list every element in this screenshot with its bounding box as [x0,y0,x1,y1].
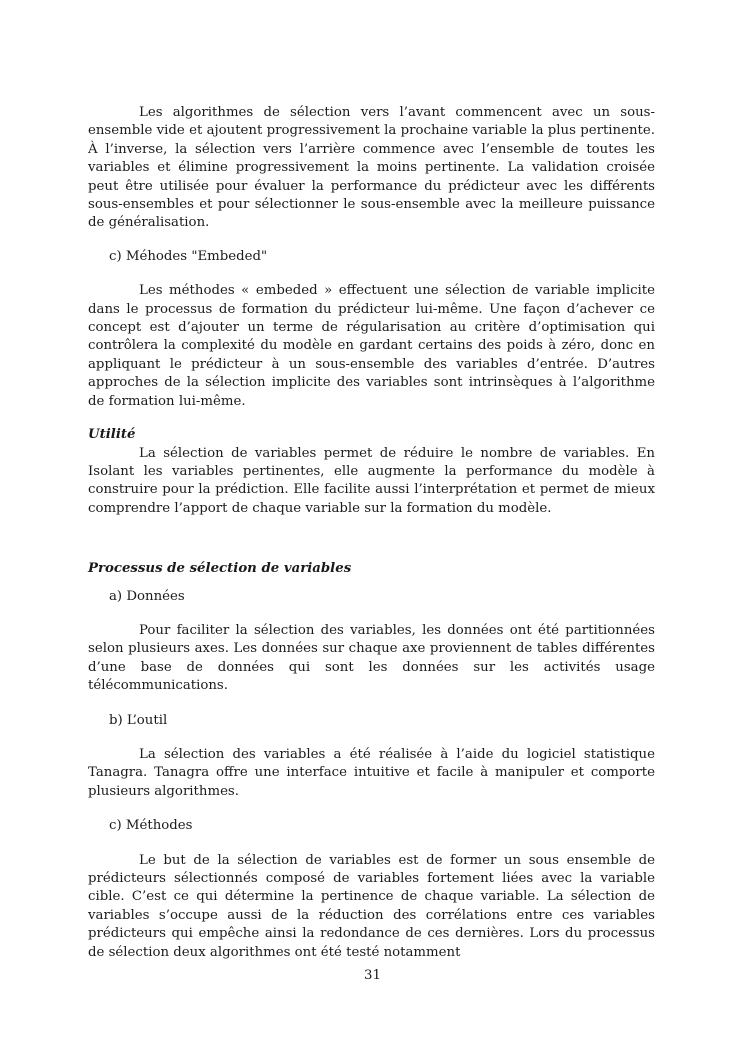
page-number: 31 [364,968,381,983]
subheading-donnees: a) Données [109,588,185,604]
heading-utilite: Utilité [88,427,136,443]
subheading-outil: b) L’outil [109,712,168,728]
paragraph-forward-backward-selection: Les algorithmes de sélection vers l’avant commencent avec un sous-ensemble vide et ajoutent progressivement la prochaine variable la plus pertinente. À l’inverse, la sélection vers l’arrière commence avec l’ensemble de toutes les variables et élimine progressivement la moins pertinente. La validation croisée peut être utilisée pour évaluer la performance du prédicteur avec les différents sous-ensembles et pour sélectionner le sous-ensemble avec la meilleure puissance de généralisation. [88,105,655,231]
subheading-embeded-methods: c) Méhodes "Embeded" [109,248,268,264]
paragraph-methodes: Le but de la sélection de variables est de former un sous ensemble de prédicteurs sélectionnés composé de variables fortement liées avec la variable cible. C’est ce qui détermine la pertinence de chaque variable. La sélection de variables s’occupe aussi de la réduction des corrélations entre ces variables prédicteurs qui empêche ainsi la redondance de ces dernières. Lors du processus de sélection deux algorithmes ont été testé notamment [88,852,655,960]
paragraph-donnees: Pour faciliter la sélection des variables, les données ont été partitionnées selon plusieurs axes. Les données sur chaque axe proviennent de tables différentes d’une base de données qui sont les données sur les activités usage télécommunications. [88,622,655,694]
paragraph-embeded-methods: Les méthodes « embeded » effectuent une sélection de variable implicite dans le processus de formation du prédicteur lui-même. Une façon d’achever ce concept est d’ajouter un terme de régularisation au critère d’optimisation qui contrôlera la complexité du modèle en gardant certains des poids à zéro, donc en appliquant le prédicteur à un sous-ensemble des variables d’entrée. D’autres approches de la sélection implicite des variables sont intrinsèques à l’algorithme de formation lui-même. [88,283,655,409]
page-body [88,104,655,962]
paragraph-utilite: La sélection de variables permet de réduire le nombre de variables. En Isolant les variables pertinentes, elle augmente la performance du modèle à construire pour la prédiction. Elle facilite aussi l’interprétation et permet de mieux comprendre l’apport de chaque variable sur la formation du modèle. [88,445,655,516]
subheading-methodes: c) Méthodes [109,818,193,834]
paragraph-outil: La sélection des variables a été réalisée à l’aide du logiciel statistique Tanagra. Tanagra offre une interface intuitive et facile à manipuler et comporte plusieurs algorithmes. [88,746,655,799]
heading-processus: Processus de sélection de variables [88,561,352,577]
